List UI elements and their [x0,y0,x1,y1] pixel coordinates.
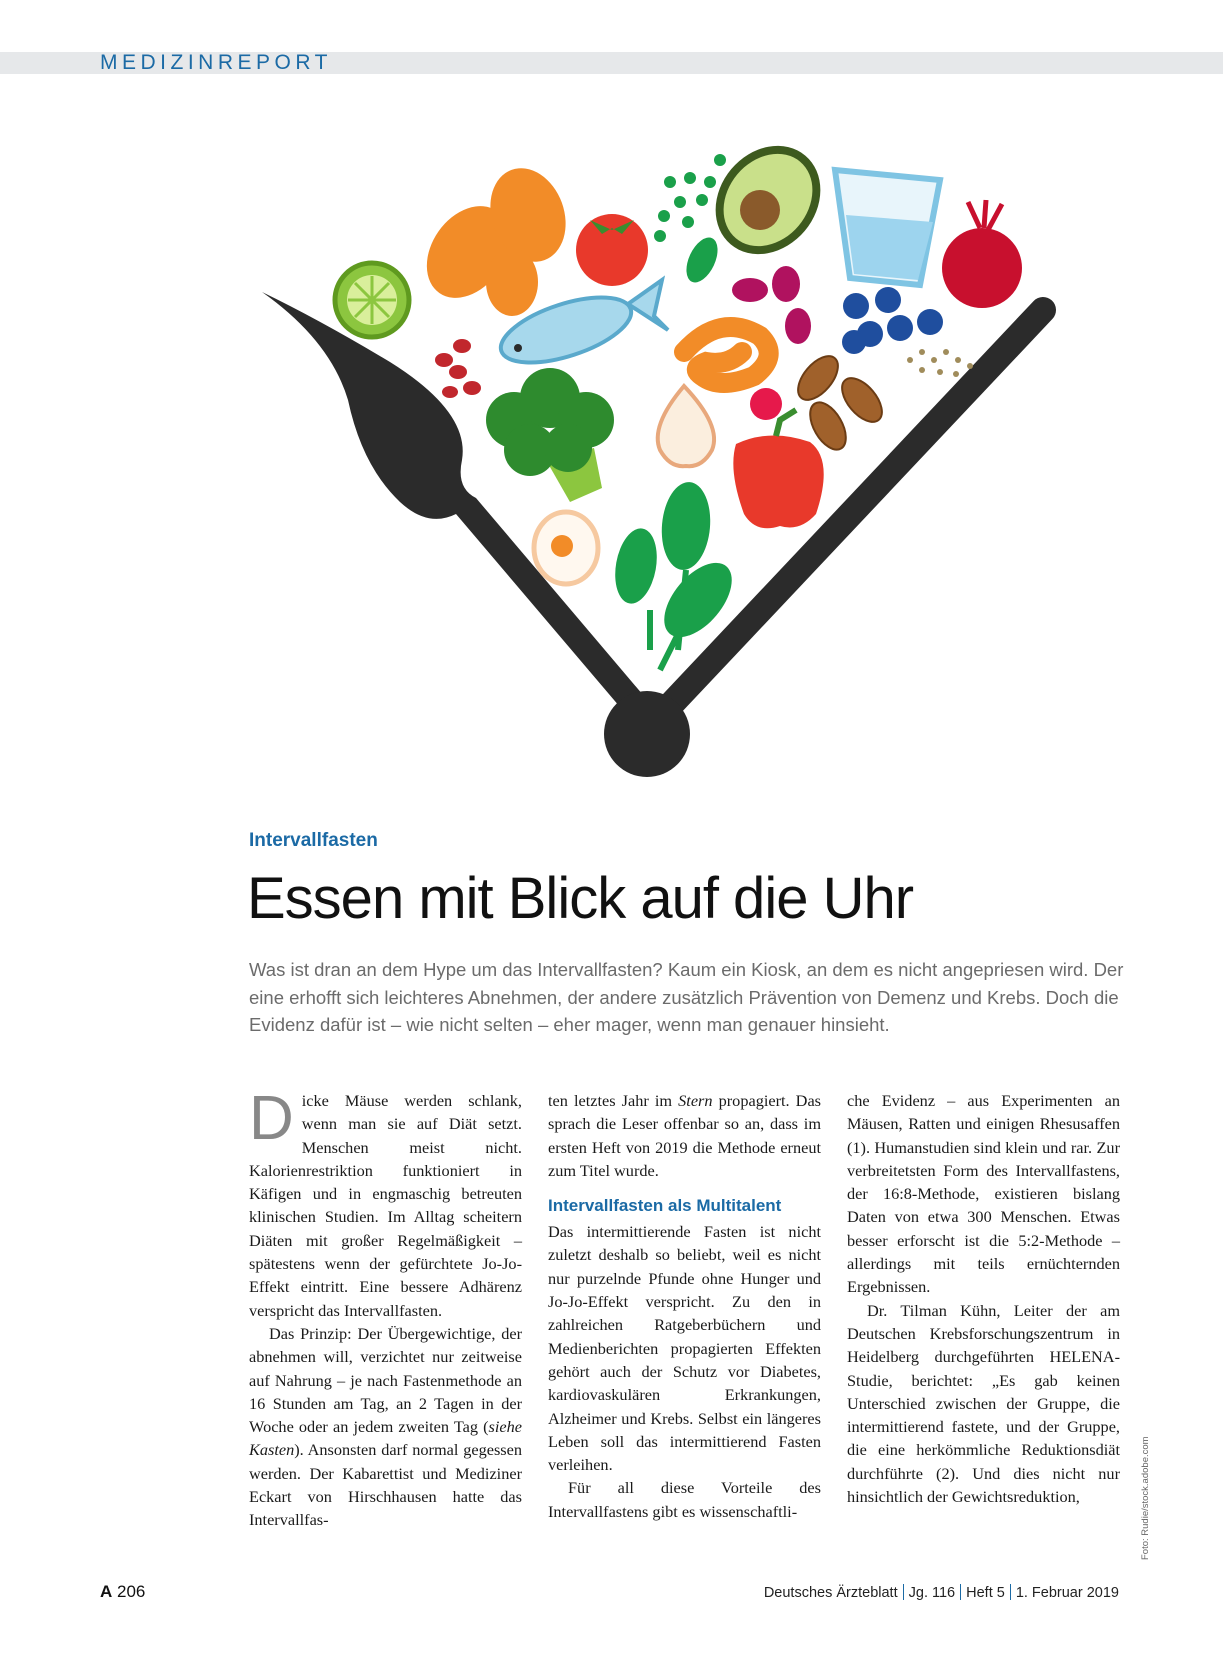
kidney-beans-icon [435,339,481,398]
separator [960,1584,961,1600]
broccoli-icon [486,368,614,502]
almonds-icon [791,349,890,455]
photo-credit: Foto: Rudie/stock.adobe.com [1140,1436,1151,1560]
clock-food-illustration [250,130,1130,830]
paragraph: Dr. Tilman Kühn, Leiter der am Deutschen Krebsforschungszentrum in Heidelberg durchgeführten HELENA-Studie, berichtet: „Es gab keinen Unterschied zwischen der Gruppe, die intermittierend fastete, und der Gruppe, die eine herkömmliche Reduktionsdiät durchführte (2). Und dies nicht nur hinsichtlich der Gewichtsreduktion, [847,1300,1120,1507]
clock-center [604,691,690,777]
beans-icon [410,158,578,316]
beetroot-icon [942,200,1022,308]
section-label: MEDIZINREPORT [100,51,332,74]
egg-icon [534,512,598,584]
seeds-icon [907,349,973,377]
paragraph-text: Das Prinzip: Der Übergewichtige, der abnehmen will, verzichtet nur zeitweise auf Nahrung – je nach Fastenmethode an 16 Stunden am Tag, an 2 Tagen in der Woche oder an jedem zweiten Tag ( [249,1323,522,1437]
page-prefix: A [100,1582,113,1601]
column-2 [548,1089,821,1523]
paragraph-text: ten letztes Jahr im [548,1091,679,1110]
paragraph-text: ). Ansonsten darf normal gegessen werden. Der Kabarettist und Mediziner Eckart von Hirschhausen hatte das Intervallfas- [249,1440,522,1530]
clock-hour-hand [262,292,660,733]
leaf-small-icon [680,233,724,287]
article-kicker: Intervallfasten [249,830,378,851]
paragraph [249,1084,522,1322]
tomato-icon [576,214,648,286]
issue: Heft 5 [966,1585,1005,1601]
raspberry-icon [750,388,782,420]
journal-name: Deutsches Ärzteblatt [763,1585,898,1601]
column-3 [847,1089,1120,1508]
page-number-value: 206 [117,1582,146,1601]
separator [1010,1584,1011,1600]
paragraph [548,1089,821,1182]
paragraph: Das intermittierende Fasten ist nicht zuletzt deshalb so beliebt, weil es nicht nur purzelnde Pfunde ohne Hunger und Jo-Jo-Effekt verspricht. Zu den in zahlreichen Ratgeberbüchern und Medienberichten propagierten Effekten gehört auch der Schutz vor Diabetes, kardiovaskulären Erkrankungen, Alzheimer und Krebs. Selbst ein längeres Leben soll das intermittierend Fasten verleihen. [548,1222,821,1475]
lime-icon [335,263,409,337]
blueberries-icon [842,287,943,354]
garlic-icon [658,386,714,466]
paragraph-text: propagiert. Das sprach die Leser offenbar so an, dass im ersten Heft von 2019 die Methode erneut zum Titel wurde. [548,1091,822,1180]
footer-citation [764,1584,1119,1601]
water-glass-icon [835,170,940,285]
page-number [100,1582,145,1602]
article-lead: Was ist dran an dem Hype um das Intervallfasten? Kaum ein Kiosk, an dem es nicht angepriesen wird. Der eine erhofft sich leichteres Abnehmen, der andere zusätzlich Prävention von Demenz und Krebs. Doch die Evidenz dafür ist – wie nicht selten – eher mager, wenn man genauer hinsieht. [249,959,1124,1035]
drop-cap: D [249,1084,294,1153]
paragraph: che Evidenz – aus Experimenten an Mäusen, Ratten und einigen Rhesusaffen (1). Humanstudien sind klein und rar. Zur verbreitetsten Form des Intervallfastens, der 16:8-Methode, existieren bislang Daten von etwa 300 Menschen. Etwas besser erforscht ist die 5:2-Methode – allerdings mit teils ernüchternden Ergebnissen. [847,1091,1120,1297]
shrimp-icon [684,327,769,383]
peas-icon [654,154,726,242]
paragraph-text: icke Mäuse werden schlank, wenn man sie auf Diät setzt. Menschen meist nicht. Kalorienrestriktion funktioniert in Käfigen und in engmaschig betreuten klinischen Studien. Im Alltag scheitern Diäten mit großer Regelmäßigkeit – spätestens wenn der gefürchtete Jo-Jo-Effekt eintritt. Eine bessere Adhärenz verspricht das Intervallfasten. [249,1091,522,1320]
article-title: Essen mit Blick auf die Uhr [247,866,914,931]
pepper-icon [733,410,823,528]
emphasis-text: siehe Kasten [249,1417,522,1460]
paragraph: Für all diese Vorteile des Intervallfastens gibt es wissenschaftli- [548,1478,821,1521]
emphasis-text: Stern [678,1091,713,1110]
volume: Jg. 116 [908,1585,956,1601]
issue-date: 1. Februar 2019 [1015,1585,1119,1601]
subheading: Intervallfasten als Multitalent [548,1196,782,1216]
paragraph [249,1322,522,1532]
separator [903,1584,904,1600]
column-1 [249,1084,522,1532]
